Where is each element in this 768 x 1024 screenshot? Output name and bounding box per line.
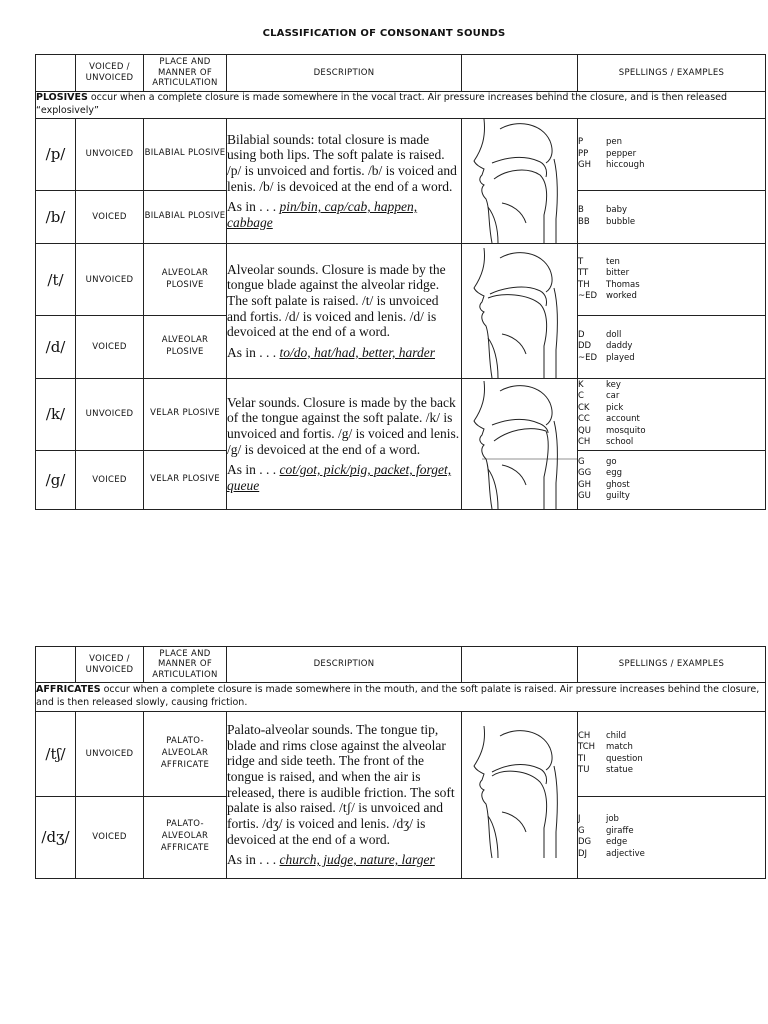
voicing: VOICED (76, 796, 144, 879)
vocal-tract-image-bilabial (462, 119, 578, 244)
phoneme-symbol: /b/ (36, 190, 76, 243)
header-image (462, 647, 578, 683)
spelling-example: doll (606, 329, 622, 340)
header-symbol (36, 55, 76, 92)
list-item (578, 205, 765, 217)
spelling-pattern: TCH (578, 742, 596, 753)
spelling-pattern: GH (578, 479, 591, 490)
spelling-example: mosquito (606, 425, 646, 436)
example-words: pin/bin, cap/cab, happen, cabbage (227, 199, 418, 230)
intro-row (36, 683, 766, 712)
spelling-pattern: GG (578, 468, 592, 479)
spellings-cell (578, 712, 766, 797)
list-item (578, 814, 765, 826)
example-words: to/do, hat/had, better, harder (279, 344, 436, 360)
vocal-tract-image-palato-alveolar (462, 712, 578, 879)
plosives-intro (36, 92, 766, 119)
list-item (578, 754, 765, 766)
list-item (578, 742, 765, 754)
voicing: UNVOICED (76, 119, 144, 191)
examples-line (227, 852, 461, 868)
list-item (578, 353, 765, 365)
spelling-pattern: T (578, 256, 584, 267)
spelling-pattern: ~ED (578, 352, 598, 363)
spelling-pattern: TI (578, 753, 586, 764)
voicing: UNVOICED (76, 244, 144, 316)
place-manner: ALVEOLAR PLOSIVE (144, 244, 227, 316)
spelling-pattern: G (578, 825, 585, 836)
spelling-pattern: CH (578, 730, 591, 741)
page-title: CLASSIFICATION OF CONSONANT SOUNDS (262, 28, 506, 39)
place-manner: VELAR PLOSIVE (144, 379, 227, 451)
spellings-cell (578, 316, 766, 379)
list-item (578, 391, 765, 403)
voicing: UNVOICED (76, 712, 144, 797)
list-item (578, 380, 765, 392)
phoneme-symbol: /dʒ/ (36, 796, 76, 879)
spelling-example: worked (606, 291, 637, 301)
list-item (578, 491, 765, 503)
header-symbol (36, 647, 76, 683)
spelling-example: go (606, 456, 617, 467)
spelling-example: bubble (606, 216, 636, 227)
spelling-example: child (606, 730, 627, 741)
list-item (578, 257, 765, 269)
header-spellings: SPELLINGS / EXAMPLES (578, 55, 766, 92)
list-item (578, 160, 765, 172)
spelling-pattern: QU (578, 425, 591, 436)
spelling-pattern: P (578, 137, 584, 148)
list-item (578, 826, 765, 838)
list-item (578, 403, 765, 415)
spelling-example: baby (606, 205, 628, 216)
list-item (578, 480, 765, 492)
affricates-table (35, 646, 766, 879)
spelling-example: car (606, 391, 620, 402)
spelling-example: pen (606, 137, 623, 148)
vocal-tract-image-alveolar (462, 244, 578, 379)
spelling-pattern: G (578, 456, 585, 467)
spelling-pattern: ~ED (578, 291, 598, 301)
spellings-cell (578, 119, 766, 191)
table-row (36, 244, 766, 316)
header-place: PLACE AND MANNER OF ARTICULATION (144, 647, 227, 683)
list-item (578, 137, 765, 149)
header-description: DESCRIPTION (227, 647, 462, 683)
description-cell (227, 244, 462, 379)
spelling-pattern: CH (578, 437, 591, 448)
place-manner: PALATO-ALVEOLAR AFFRICATE (144, 796, 227, 879)
example-words: cot/got, pick/pig, packet, forget, queue (227, 462, 452, 493)
as-in-prefix: As in . . . (227, 852, 280, 868)
vocal-tract-diagram-icon (462, 712, 578, 878)
list-item (578, 341, 765, 353)
header-voiced: VOICED / UNVOICED (76, 55, 144, 92)
list-item (578, 765, 765, 777)
spelling-pattern: GU (578, 491, 591, 502)
spelling-pattern: J (578, 814, 581, 825)
list-item (578, 280, 765, 292)
plosives-table (35, 54, 766, 510)
spelling-pattern: BB (578, 216, 590, 227)
place-manner: BILABIAL PLOSIVE (144, 190, 227, 243)
vocal-tract-diagram-icon (462, 379, 578, 509)
spelling-example: egg (606, 468, 623, 479)
intro-text: occur when a complete closure is made somewhere in the mouth, and the soft palate is raised. Air pressure increases behind the closure, and is then released slowly, causing friction. (36, 684, 760, 708)
phoneme-symbol: /tʃ/ (36, 712, 76, 797)
spelling-pattern: TT (578, 268, 589, 278)
as-in-prefix: As in . . . (227, 462, 280, 478)
list-item (578, 426, 765, 438)
spelling-example: account (606, 414, 640, 425)
intro-term: AFFRICATES (36, 684, 101, 696)
spelling-example: question (606, 753, 643, 764)
header-image (462, 55, 578, 92)
voicing: UNVOICED (76, 379, 144, 451)
list-item (578, 468, 765, 480)
header-description: DESCRIPTION (227, 55, 462, 92)
place-manner: VELAR PLOSIVE (144, 450, 227, 509)
spelling-pattern: CC (578, 414, 590, 425)
place-manner: ALVEOLAR PLOSIVE (144, 316, 227, 379)
spelling-example: daddy (606, 341, 633, 352)
voicing: VOICED (76, 190, 144, 243)
voicing: VOICED (76, 450, 144, 509)
spelling-pattern: DG (578, 837, 592, 848)
list-item (578, 149, 765, 161)
spelling-example: giraffe (606, 825, 634, 836)
description-cell (227, 119, 462, 244)
spelling-example: guilty (606, 491, 630, 502)
spelling-pattern: B (578, 205, 584, 216)
examples-line (227, 345, 461, 361)
header-spellings: SPELLINGS / EXAMPLES (578, 647, 766, 683)
spelling-pattern: DD (578, 341, 592, 352)
header-row (36, 647, 766, 683)
spelling-pattern: CK (578, 402, 590, 413)
spelling-pattern: DJ (578, 848, 588, 859)
spelling-example: adjective (606, 848, 645, 859)
phoneme-symbol: /d/ (36, 316, 76, 379)
list-item (578, 437, 765, 449)
description-text: Velar sounds. Closure is made by the back of the tongue against the soft palate. /k/ is unvoiced and fortis. /g/ is voiced and lenis. /g/ is devoiced at the end of a word. (227, 394, 460, 457)
intro-text: occur when a complete closure is made somewhere in the vocal tract. Air pressure increases behind the closure, and is then released “explosively” (36, 92, 728, 116)
spelling-example: ten (606, 256, 620, 267)
vocal-tract-diagram-icon (462, 244, 578, 378)
vocal-tract-diagram-icon (462, 119, 578, 243)
description-text: Palato-alveolar sounds. The tongue tip, blade and rims close against the alveolar ridge and side teeth. The front of the tongue is raised, and when the air is released, there is audible friction. The soft palate is also raised. /tʃ/ is unvoiced and fortis. /dʒ/ is voiced and lenis. /dʒ/ is devoiced at the end of a word. (227, 722, 455, 847)
list-item (578, 849, 765, 861)
spelling-pattern: K (578, 379, 584, 390)
spelling-pattern: GH (578, 160, 591, 171)
place-manner: BILABIAL PLOSIVE (144, 119, 227, 191)
list-item (578, 731, 765, 743)
phoneme-symbol: /g/ (36, 450, 76, 509)
spelling-example: ghost (606, 479, 630, 490)
table-row (36, 712, 766, 797)
spelling-pattern: PP (578, 148, 589, 159)
header-place: PLACE AND MANNER OF ARTICULATION (144, 55, 227, 92)
as-in-prefix: As in . . . (227, 199, 280, 215)
table-row (36, 119, 766, 191)
voicing: VOICED (76, 316, 144, 379)
spelling-example: hiccough (606, 160, 645, 171)
list-item (578, 457, 765, 469)
spelling-example: Thomas (606, 279, 640, 290)
affricates-intro (36, 683, 766, 712)
spelling-pattern: D (578, 329, 585, 340)
spellings-cell (578, 796, 766, 879)
spellings-cell (578, 244, 766, 316)
as-in-prefix: As in . . . (227, 344, 280, 360)
examples-line (227, 462, 461, 493)
spellings-cell (578, 450, 766, 509)
spellings-list (578, 137, 765, 172)
spellings-cell (578, 190, 766, 243)
spelling-pattern: TU (578, 765, 590, 776)
list-item (578, 268, 765, 280)
vocal-tract-image-velar (462, 379, 578, 510)
intro-row (36, 92, 766, 119)
list-item (578, 291, 765, 303)
place-manner: PALATO-ALVEOLAR AFFRICATE (144, 712, 227, 797)
phoneme-symbol: /k/ (36, 379, 76, 451)
spelling-example: match (606, 742, 633, 753)
header-voiced: VOICED / UNVOICED (76, 647, 144, 683)
list-item (578, 217, 765, 229)
list-item (578, 414, 765, 426)
examples-line (227, 199, 461, 230)
description-cell (227, 712, 462, 879)
spelling-example: job (606, 814, 619, 825)
spelling-example: key (606, 379, 621, 390)
description-cell (227, 379, 462, 510)
example-words: church, judge, nature, larger (279, 852, 435, 868)
spelling-example: edge (606, 837, 628, 848)
spelling-example: statue (606, 765, 633, 776)
description-text: Alveolar sounds. Closure is made by the tongue blade against the alveolar ridge. The soft palate is raised. /t/ is unvoiced and fortis. /d/ is voiced and lenis. /d/ is devoiced at the end of a word. (227, 261, 446, 340)
header-row (36, 55, 766, 92)
spelling-example: pick (606, 402, 624, 413)
spelling-pattern: TH (578, 279, 590, 290)
spellings-cell (578, 379, 766, 451)
spelling-example: school (606, 437, 634, 448)
spelling-example: played (606, 352, 635, 363)
phoneme-symbol: /t/ (36, 244, 76, 316)
spelling-example: pepper (606, 148, 637, 159)
list-item (578, 837, 765, 849)
spelling-example: bitter (606, 268, 630, 278)
phoneme-symbol: /p/ (36, 119, 76, 191)
intro-term: PLOSIVES (36, 92, 88, 104)
list-item (578, 330, 765, 342)
table-row (36, 379, 766, 451)
spelling-pattern: C (578, 391, 584, 402)
description-text: Bilabial sounds: total closure is made using both lips. The soft palate is raised. /p/ is unvoiced and fortis. /b/ is voiced and lenis. /b/ is devoiced at the end of a word. (227, 131, 457, 194)
